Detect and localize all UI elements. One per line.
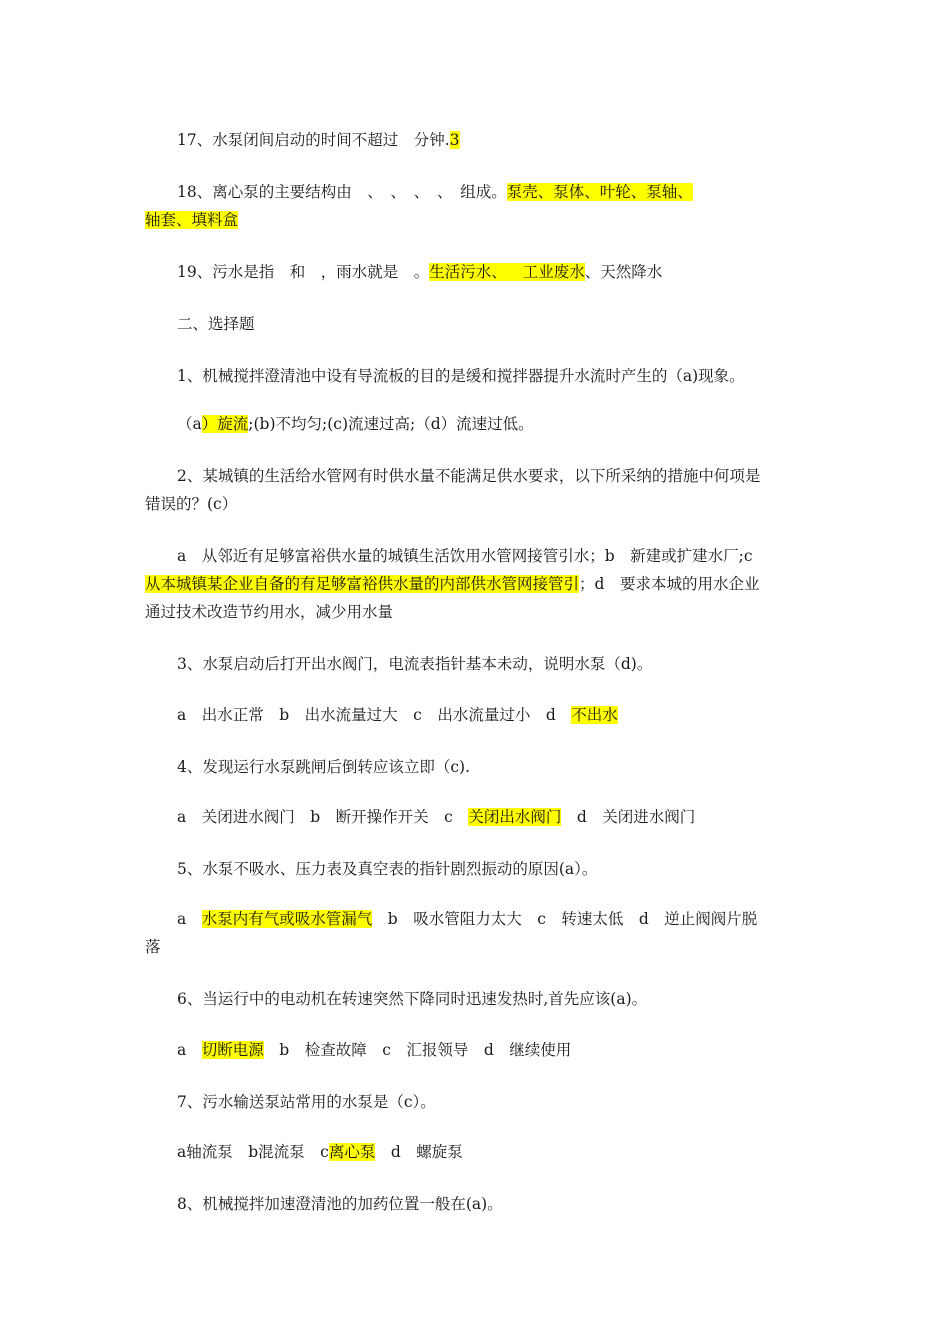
choice-options-3 (145, 701, 810, 729)
option-answer: 水泵内有气或吸水管漏气 (201, 910, 373, 928)
options-line-1: a 从邻近有足够富裕供水量的城镇生活饮用水管网接管引水；b 新建或扩建水厂;c (177, 547, 753, 565)
choice-question-6-text: 6、当运行中的电动机在转速突然下降同时迅速发热时,首先应该(a)。 (177, 990, 648, 1008)
choice-options-6 (145, 1036, 810, 1064)
option-answer: 切断电源 (201, 1041, 264, 1059)
option-answer: 不出水 (571, 706, 618, 724)
choice-options-7 (145, 1138, 810, 1166)
options-line-2: 落 (145, 938, 161, 956)
choice-question-2-text-cont: 错误的？(c） (145, 495, 238, 513)
choice-question-7-text: 7、污水输送泵站常用的水泵是（c）。 (177, 1093, 436, 1111)
options-line-2-rest: ；d 要求本城的用水企业 (579, 575, 760, 593)
question-17 (145, 126, 810, 154)
question-19 (145, 258, 810, 286)
question-19-text: 19、污水是指 和 ，雨水就是 。 (177, 263, 430, 281)
choice-question-1-text: 1、机械搅拌澄清池中设有导流板的目的是缓和搅拌器提升水流时产生的（a)现象。 (177, 367, 745, 385)
question-17-answer: 3 (449, 131, 460, 149)
options-text: a 关闭进水阀门 b 断开操作开关 c (177, 808, 469, 826)
choice-question-8-text: 8、机械搅拌加速澄清池的加药位置一般在(a)。 (177, 1195, 503, 1213)
options-text: a轴流泵 b混流泵 c (177, 1143, 329, 1161)
option-answer: 离心泵 (328, 1143, 376, 1161)
choice-question-7 (145, 1088, 810, 1116)
choice-question-1 (145, 362, 810, 390)
question-19-answer-a: 生活污水、 (429, 263, 507, 281)
question-18 (145, 178, 810, 234)
choice-question-2 (145, 462, 810, 518)
option-prefix: （a (177, 415, 202, 433)
choice-options-2 (145, 542, 810, 626)
section-title-text: 二、选择题 (177, 315, 255, 333)
choice-question-6 (145, 985, 810, 1013)
question-19-answer-b: 工业废水 (507, 263, 585, 281)
choice-question-3-text: 3、水泵启动后打开出水阀门，电流表指针基本未动，说明水泵（d)。 (177, 655, 653, 673)
choice-question-5 (145, 855, 810, 883)
question-18-answer: 泵壳、泵体、叶轮、泵轴、 (506, 183, 693, 201)
choice-options-4 (145, 803, 810, 831)
option-answer: 从本城镇某企业自备的有足够富裕供水量的内部供水管网接管引 (145, 575, 580, 593)
options-rest: d 螺旋泵 (375, 1143, 463, 1161)
option-answer: ）旋流 (201, 415, 249, 433)
question-18-answer-cont: 轴套、填料盒 (145, 211, 239, 229)
options-rest: b 吸水管阻力太大 c 转速太低 d 逆止阀阀片脱 (372, 910, 758, 928)
question-17-text: 17、水泵闭间启动的时间不超过 分钟. (177, 131, 450, 149)
choice-question-4 (145, 753, 810, 781)
options-rest: d 关闭进水阀门 (561, 808, 696, 826)
question-19-rest: 、天然降水 (584, 263, 663, 281)
options-rest: b 检查故障 c 汇报领导 d 继续使用 (263, 1041, 572, 1059)
section-title (145, 310, 810, 338)
options-prefix: a (177, 1041, 202, 1059)
question-18-text: 18、离心泵的主要结构由 、 、 、 、 组成。 (177, 183, 507, 201)
choice-question-2-text: 2、某城镇的生活给水管网有时供水量不能满足供水要求，以下所采纳的措施中何项是 (177, 467, 761, 485)
choice-question-3 (145, 650, 810, 678)
choice-question-5-text: 5、水泵不吸水、压力表及真空表的指针剧烈振动的原因(a）。 (177, 860, 598, 878)
choice-options-1 (145, 410, 810, 438)
choice-options-5 (145, 905, 810, 961)
options-line-3: 通过技术改造节约用水，减少用水量 (145, 603, 394, 621)
options-text: a 出水正常 b 出水流量过大 c 出水流量过小 d (177, 706, 572, 724)
options-prefix: a (177, 910, 202, 928)
choice-question-8 (145, 1190, 810, 1218)
option-answer: 关闭出水阀门 (468, 808, 562, 826)
choice-question-4-text: 4、发现运行水泵跳闸后倒转应该立即（c). (177, 758, 471, 776)
option-rest: ;(b)不均匀;(c)流速过高;（d）流速过低。 (248, 415, 534, 433)
